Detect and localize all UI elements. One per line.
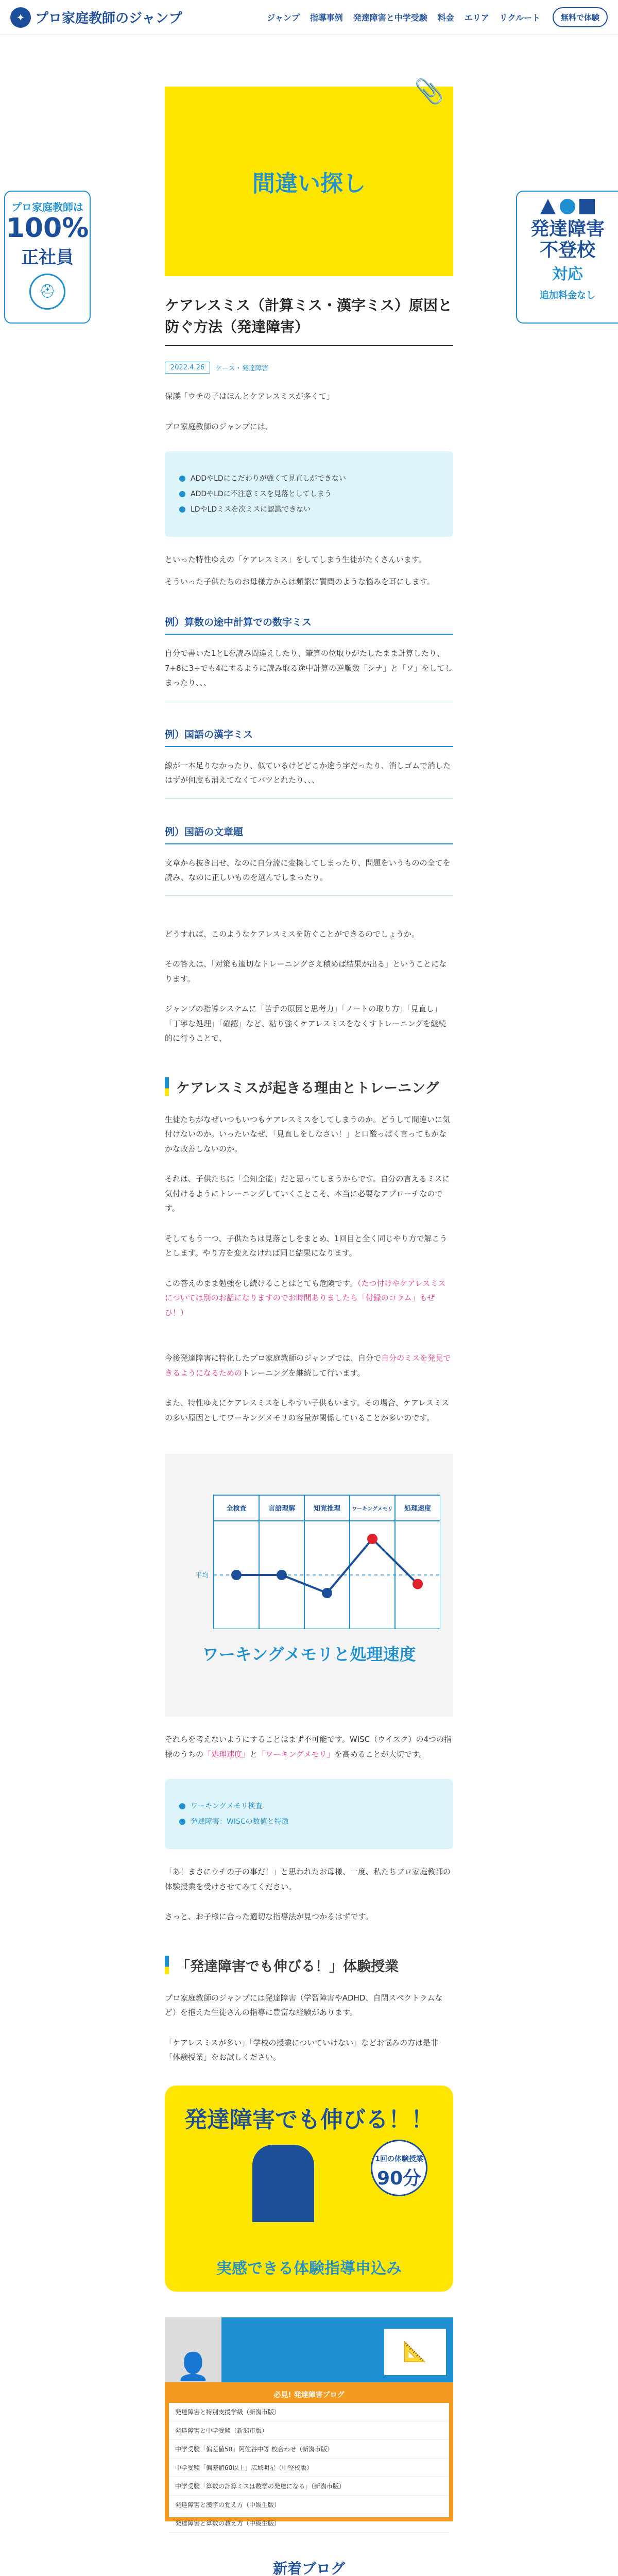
article-meta — [165, 362, 453, 374]
title-divider — [165, 345, 453, 346]
blog-link[interactable]: 発達障害と特別支援学級（新潟市版） — [169, 2403, 449, 2421]
paragraph: 「あ！まさにウチの子の事だ！」と思われたお母様、一度、私たちプロ家庭教師の体験授業を受けさせてみてください。 — [165, 1867, 451, 1891]
bullet-icon — [179, 491, 185, 497]
paragraph: 「ケアレスミスが多い」「学校の授業についていけない」などお悩みの方は是非「体験授業」をお試しください。 — [165, 2038, 439, 2062]
paragraph: プロ家庭教師のジャンプには、 — [165, 421, 273, 431]
hero-title: 間違い探し — [252, 171, 366, 197]
side-badge-left[interactable] — [4, 191, 91, 324]
heading-bar-icon — [165, 1956, 169, 1974]
site-logo[interactable] — [10, 7, 182, 28]
post-date: 2022.4.26 — [165, 362, 210, 374]
paragraph — [165, 1276, 453, 1320]
banner-cta[interactable]: 実感できる体験指導申込み — [216, 2259, 402, 2278]
paragraph: どうすれば、このようなケアレスミスを防ぐことができるのでしょうか。 — [165, 929, 419, 939]
paragraph-text: この答えのまま勉強をし続けることはとても危険です。 — [165, 1278, 357, 1288]
blog-link[interactable]: 中学受験「偏差値60以上」広域明星（中堅校版） — [169, 2459, 449, 2477]
paragraph: ジャンプの指導システムに「苦手の原因と思考力」「ノートの取り方」「見直し」「丁寧な処理」「確認」など、粘り強くケアレスミスをなくすトレーニングを継続的に行うことで、 — [165, 1004, 447, 1043]
paragraph-text: を高めることが大切です。 — [334, 1749, 427, 1759]
side-left-line1: プロ家庭教師は — [11, 201, 83, 213]
list-item-text[interactable]: 発達障害：WISCの数値と特徴 — [191, 1818, 289, 1826]
line-chart — [178, 1475, 440, 1629]
paragraph: といった特性ゆえの「ケアレスミス」をしてしまう生徒がたくさんいます。 — [165, 555, 426, 564]
example-block — [165, 727, 453, 799]
example-text: 線が一本足りなかったり、似ているけどどこか違う字だったり、消しゴムで消したはずが何度も消えてなくてバツとれたり、、、 — [165, 758, 453, 799]
banner-title: 発達障害でも伸びる！！ — [184, 2106, 434, 2133]
list-item[interactable] — [179, 1818, 439, 1825]
wisc-chart — [165, 1454, 453, 1717]
paragraph: 保護「ウチの子はほんとケアレスミスが多くて」 — [165, 392, 334, 401]
heading-bar-icon — [165, 1077, 169, 1096]
free-trial-button[interactable]: 無料で体験 — [553, 7, 608, 27]
nav-area[interactable]: エリア — [464, 13, 489, 23]
side-right-line3: 対応 — [552, 265, 583, 283]
profile-promo — [221, 2317, 453, 2382]
example-title: 例）国語の漢字ミス — [165, 727, 453, 747]
teacher-figure-icon — [252, 2145, 314, 2222]
blog-link[interactable]: 発達障害と漢字の覚え方（中級生版） — [169, 2496, 449, 2514]
chart-point — [322, 1588, 332, 1598]
nav-exam[interactable]: 発達障害と中学受験 — [353, 13, 427, 23]
link-list — [165, 1779, 453, 1849]
list-item-text[interactable]: ワーキングメモリ検査 — [191, 1802, 263, 1810]
duration-value: 90分 — [376, 2167, 422, 2189]
blog-link[interactable]: 中学受験「偏差値50」阿佐谷中等 校合わせ（新潟市版） — [169, 2440, 449, 2459]
example-title: 例）算数の途中計算での数字ミス — [165, 615, 453, 635]
paragraph — [165, 1351, 453, 1380]
section-heading — [165, 1955, 453, 1975]
side-badge-right[interactable] — [516, 191, 618, 324]
nav-cases[interactable]: 指導事例 — [310, 13, 343, 23]
chart-category-label: ワーキングメモリ — [352, 1506, 393, 1512]
chart-category-label: 全検査 — [226, 1505, 247, 1513]
chart-point — [367, 1534, 377, 1544]
issue-list — [165, 451, 453, 537]
paragraph: そういった子供たちのお母様方からは頻繁に質問のような悩みを耳にします。 — [165, 577, 435, 586]
page-title: ケアレスミス（計算ミス・漢字ミス）原因と防ぐ方法（発達障害） — [165, 297, 453, 335]
list-item — [179, 506, 439, 513]
example-text: 自分で書いた1とLを読み間違えしたり、筆算の位取りがたしたまま計算したり、7+8に3+でも4にするように読み取る途中計算の逆順数「シナ」と「ソ」をしてしまったり、、、 — [165, 646, 453, 701]
shapes-icon — [517, 199, 618, 214]
section-heading-text: 「発達障害でも伸びる！」体験授業 — [176, 1958, 399, 1975]
paragraph-text: それらを考えないようにすることはまず不可能です。 — [165, 1735, 350, 1744]
article — [165, 35, 453, 2576]
nav-jump[interactable]: ジャンプ — [267, 13, 300, 23]
paragraph: 生徒たちがなぜいつもいつもケアレスミスをしてしまうのか。どうして間違いに気付けないのか。いったいなぜ、「見直しをしなさい！」と口酸っぱく言ってもかなかな改善しないのか。 — [165, 1114, 450, 1154]
trial-banner[interactable] — [165, 2086, 453, 2292]
teacher-avatar: 👤 — [165, 2317, 221, 2382]
paragraph-text: トレーニングを継続して行います。 — [242, 1368, 365, 1378]
nav-price[interactable]: 料金 — [437, 13, 454, 23]
side-right-line4: 追加料金なし — [540, 290, 595, 301]
hero-image — [165, 77, 453, 276]
bullet-icon — [179, 476, 185, 482]
side-right-line2: 不登校 — [539, 240, 595, 261]
blog-box-title: 必見! 発達障害ブログ — [169, 2386, 449, 2403]
teacher-icon: ⛑ — [29, 274, 65, 310]
main-nav — [267, 11, 540, 23]
list-item — [179, 475, 439, 482]
chart-category-label: 処理速度 — [404, 1505, 432, 1513]
paragraph-text: と — [250, 1749, 258, 1759]
highlight-text: 自分のミスを発見できるようになるための — [165, 1353, 451, 1378]
list-item-text: ADDやLDに不注意ミスを見落としてしまう — [191, 490, 332, 498]
paragraph: また、特性ゆえにケアレスミスをしやすい子供もいます。その場合、ケアレスミスの多い原因としてワーキングメモリの容量が関係していることが多いのです。 — [165, 1398, 449, 1422]
column-link[interactable]: （たつ付けやケアレスミスについては別のお話になりますのでお時間ありましたら「付録のコラム」もぜひ！） — [165, 1278, 446, 1317]
chart-point — [231, 1570, 242, 1580]
chart-point — [277, 1570, 287, 1580]
section-heading-text: ケアレスミスが起きる理由とトレーニング — [176, 1080, 439, 1096]
site-header — [0, 0, 618, 35]
example-text: 文章から抜き出せ、なのに自分流に変換してしまったり、問題をいうものの全てを読み、なのに正しいものを選んでしまったり。 — [165, 856, 453, 896]
list-item-text: LDやLDミスを次ミスに認識できない — [191, 505, 311, 514]
must-read-blog-box — [165, 2382, 453, 2527]
blog-link[interactable]: 中学受験「算数の計算ミスは数学の発達になる」（新潟市版） — [169, 2477, 449, 2496]
paragraph: それは、子供たちは「全知全能」だと思ってしまうからです。自分の言えるミスに気付けるようにトレーニングしていくことこそ、本当に必要なアプローチなのです。 — [165, 1174, 450, 1213]
side-left-line3: 正社員 — [21, 247, 74, 268]
chart-ylabel: 平均 — [195, 1572, 209, 1580]
highlight-text: 「処理速度」 — [203, 1749, 250, 1759]
logo-mark-icon: ✦ — [10, 7, 31, 28]
chart-category-label: 知覚推理 — [313, 1505, 341, 1513]
section-heading — [165, 1077, 453, 1097]
bullet-icon — [179, 506, 185, 513]
highlight-text: 「ワーキングメモリ」 — [258, 1749, 335, 1759]
logo-text: プロ家庭教師のジャンプ — [35, 11, 182, 26]
paragraph-text: 今後発達障害に特化したプロ家庭教師のジャンプでは、自分で — [165, 1353, 382, 1363]
nav-recruit[interactable]: リクルート — [499, 13, 540, 23]
example-block — [165, 824, 453, 896]
bullet-icon — [179, 1803, 185, 1809]
paperclip-icon: 📎 — [414, 77, 444, 105]
chart-frame — [214, 1495, 440, 1629]
duration-label: 1回の体験授業 — [375, 2155, 423, 2163]
blog-link[interactable]: 発達障害と算数の教え方（中級生版） — [169, 2514, 449, 2533]
new-blog-heading: 新着ブログ — [272, 2560, 345, 2576]
blog-link[interactable]: 発達障害と中学受験（新潟市版） — [169, 2421, 449, 2440]
list-item[interactable] — [179, 1803, 439, 1810]
bullet-icon — [179, 1819, 185, 1825]
duration-badge — [371, 2140, 427, 2196]
paragraph: プロ家庭教師のジャンプには発達障害（学習障害やADHD、自閉スペクトラムなど）を抱えた生徒さんの指導に豊富な経験があります。 — [165, 1993, 443, 2017]
paragraph: そしてもう一つ、子供たちは見落としをまとめ、1回目と全く同じやり方で解こうとします。やり方を変えなければ同じ結果になります。 — [165, 1233, 448, 1258]
list-item — [179, 490, 439, 498]
side-right-line1: 発達障害 — [530, 218, 605, 240]
paragraph-text: WISC（ウイスク）の4つの指標のうちの — [165, 1735, 452, 1759]
profile-banner[interactable] — [165, 2317, 453, 2382]
list-item-text: ADDやLDにこだわりが強くて見直しができない — [191, 474, 346, 483]
paragraph: その答えは、「対策も適切なトレーニングさえ積めば結果が出る」ということになります。 — [165, 959, 447, 984]
chart-point — [413, 1579, 423, 1589]
example-title: 例）国語の文章題 — [165, 824, 453, 844]
side-left-line2: 100% — [6, 213, 89, 244]
paragraph — [165, 1732, 453, 1761]
post-category[interactable]: ケース・発達障害 — [215, 365, 269, 372]
paragraph: さっと、お子様に合った適切な指導法が見つかるはずです。 — [165, 1912, 373, 1921]
chart-title: ワーキングメモリと処理速度 — [202, 1645, 416, 1664]
classroom-icon: 📐 — [384, 2329, 446, 2375]
example-block — [165, 615, 453, 701]
chart-category-label: 言語理解 — [268, 1505, 296, 1513]
